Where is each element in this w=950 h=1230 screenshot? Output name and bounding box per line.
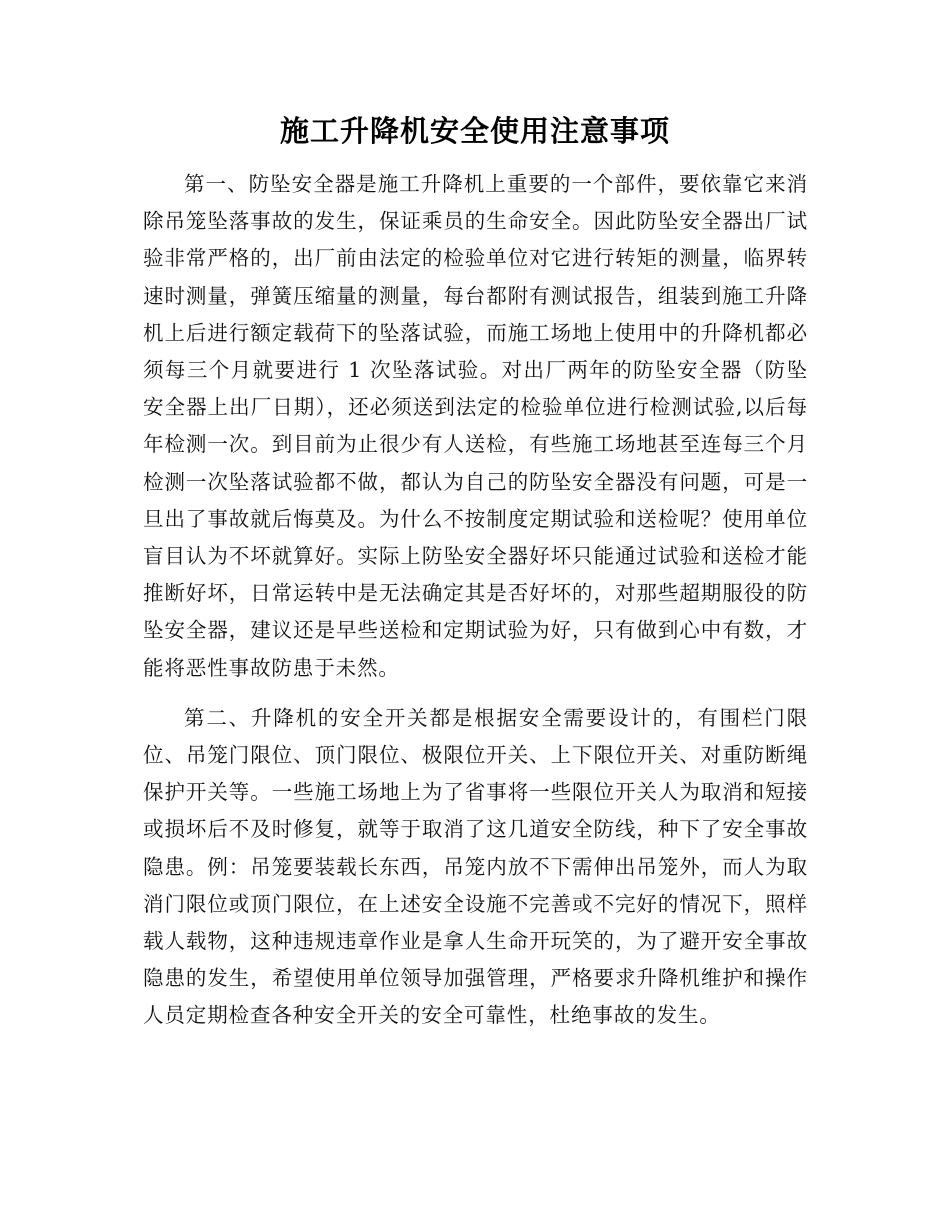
paragraph-1: 第一、防坠安全器是施工升降机上重要的一个部件，要依靠它来消除吊笼坠落事故的发生，保证乘员的生命安全。因此防坠安全器出厂试验非常严格的，出厂前由法定的检验单位对它进行转矩的测量，临界转速时测量，弹簧压缩量的测量，每台都附有测试报告，组装到施工升降机上后进行额定载荷下的坠落试验，而施工场地上使用中的升降机都必须每三个月就要进行 1 次坠落试验。对出厂两年的防坠安全器（防坠安全器上出厂日期），还必须送到法定的检验单位进行检测试验,以后每年检测一次。到目前为止很少有人送检，有些施工场地甚至连每三个月检测一次坠落试验都不做，都认为自己的防坠安全器没有问题，可是一旦出了事故就后悔莫及。为什么不按制度定期试验和送检呢？使用单位盲目认为不坏就算好。实际上防坠安全器好坏只能通过试验和送检才能推断好坏，日常运转中是无法确定其是否好坏的，对那些超期服役的防坠安全器，建议还是早些送检和定期试验为好，只有做到心中有数，才能将恶性事故防患于未然。 (143, 172, 808, 680)
document-body (143, 166, 808, 1035)
paragraph-2: 第二、升降机的安全开关都是根据安全需要设计的，有围栏门限位、吊笼门限位、顶门限位、极限位开关、上下限位开关、对重防断绳保护开关等。一些施工场地上为了省事将一些限位开关人为取消和短接或损坏后不及时修复，就等于取消了这几道安全防线，种下了安全事故隐患。例：吊笼要装载长东西，吊笼内放不下需伸出吊笼外，而人为取消门限位或顶门限位，在上述安全设施不完善或不完好的情况下，照样载人载物，这种违规违章作业是拿人生命开玩笑的，为了避开安全事故隐患的发生，希望使用单位领导加强管理，严格要求升降机维护和操作人员定期检查各种安全开关的安全可靠性，杜绝事故的发生。 (143, 705, 808, 1028)
document-title: 施工升降机安全使用注意事项 (279, 114, 670, 148)
